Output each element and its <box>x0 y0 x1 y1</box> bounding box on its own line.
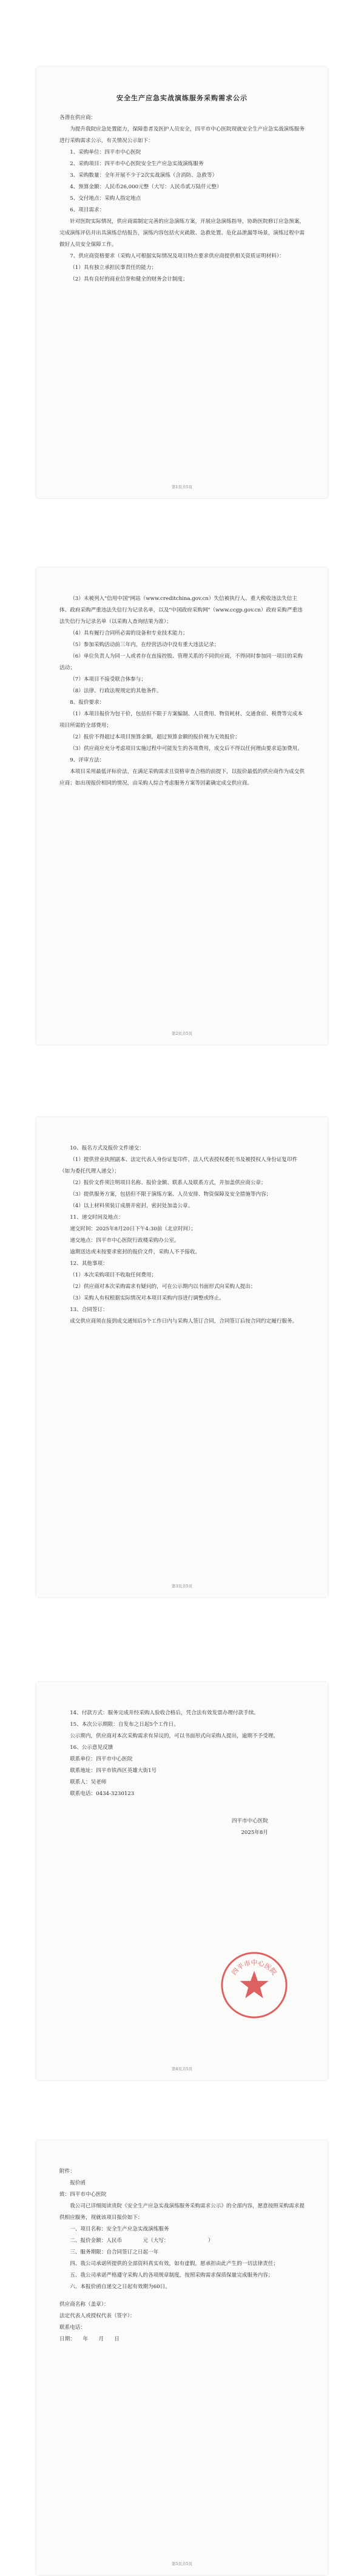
svg-text:四平市中心医院: 四平市中心医院 <box>230 1958 278 1977</box>
form-sign-line: 法定代表人或授权代表（签字）： <box>59 2313 135 2319</box>
document-page-1 <box>36 67 328 498</box>
paragraph: 联系电话：0434-3230123 <box>70 1791 135 1797</box>
paragraph: 16、公示意见反馈 <box>70 1745 113 1751</box>
paragraph: （1）提供营业执照副本、法定代表人身份证复印件，法人代表授权委托书及被授权人身份证复印件（如为委托代理人递交）； <box>59 1157 298 1174</box>
paragraph: 13、合同签订： <box>70 1307 108 1313</box>
paragraph: 六、本报价函自递交之日起有效期为60日。 <box>70 2284 170 2290</box>
page-footer: 第3页共5页 <box>171 1584 193 1589</box>
paragraph: 二、报价金额：人民币 元（大写： ） <box>70 2238 214 2244</box>
paragraph: 递交时间：2025年8月20日下午4:30前（北京时间）； <box>70 1226 197 1232</box>
paragraph: （1）本次采购项目不收取任何费用； <box>70 1272 157 1278</box>
paragraph: （2）供应商对本次采购需求有疑问的，可在公示期内以书面形式向采购人提出； <box>70 1284 256 1290</box>
paragraph: （3）提供服务方案，包括但不限于演练方案、人员安排、物资保障及安全措施等内容； <box>70 1191 272 1198</box>
paragraph: 联系地址：四平市铁西区英雄大街1号 <box>70 1768 157 1774</box>
paragraph: （3）采购人有权根据实际情况对本项目采购内容进行调整或终止。 <box>70 1295 224 1301</box>
signing-date: 2025年8月 <box>241 1830 268 1836</box>
paragraph: 本项目采用最低评标价法，在满足采购需求且资格审查合格的前提下，以报价最低的供应商作为成交供应商；如出现报价相同的情况，由采购人综合考虑服务方案等因素确定成交供应商。 <box>59 769 305 786</box>
paragraph: 5、交付地点：采购人指定地点 <box>70 196 141 202</box>
paragraph: 逾期送达或未按要求密封的报价文件，采购人不予接收。 <box>70 1249 201 1255</box>
paragraph: 4、预算金额：人民币26,000元整（大写：人民币贰万陆仟元整） <box>70 184 222 190</box>
page-3-content <box>59 1143 305 1327</box>
official-seal-stamp <box>218 1949 290 2021</box>
paragraph: （1）具有独立承担民事责任的能力； <box>70 265 157 271</box>
paragraph: 6、项目需求： <box>70 207 105 213</box>
signature-block <box>59 1816 305 1839</box>
document-page-4 <box>36 1682 328 2080</box>
document-title: 安全生产应急实战演练服务采购需求公示 <box>116 94 248 102</box>
paragraph: （5）参加采购活动前三年内，在经营活动中没有重大违法记录； <box>70 642 220 648</box>
paragraph: （2）具有良好的商业信誉和健全的财务会计制度； <box>70 276 188 282</box>
paragraph: 1、采购单位：四平市中心医院 <box>70 149 141 155</box>
paragraph: 为提升我院应急处置能力，保障患者及医护人员安全，四平市中心医院现就安全生产应急实战演练服务进行采购需求公示，有关情况公示如下： <box>59 126 305 144</box>
paragraph: 针对医院实际情况，供应商需制定完善的应急演练方案，开展应急演练指导，协助医院修订应急预案，完成演练评估并出具演练总结报告，演练内容包括火灾疏散、急救处置、危化品泄漏等场景，演练过程中需做好人员安全保障工作。 <box>59 219 305 248</box>
paragraph: （4）具有履行合同所必需的设备和专业技术能力； <box>70 630 188 636</box>
paragraph: 2、采购项目：四平市中心医院安全生产应急实战演练服务 <box>70 161 204 167</box>
paragraph: （7）本项目不接受联合体参与； <box>70 676 146 683</box>
paragraph: 联系人：吴老师 <box>70 1779 107 1785</box>
paragraph: 9、评审方法： <box>70 757 105 763</box>
paragraph: （4）以上材料须装订成册并密封，密封处加盖公章。 <box>70 1203 194 1209</box>
page-footer: 第4页共5页 <box>171 2067 193 2071</box>
paragraph: 公示期内，供应商对本次采购需求有异议的，可以书面形式向采购人提出，逾期不予受理。 <box>70 1733 278 1739</box>
page-1-content <box>59 92 305 285</box>
page-footer: 第2页共5页 <box>171 1031 193 1036</box>
paragraph: （3）供应商应充分考虑项目实施过程中可能发生的各项费用，成交后不得以任何理由要求追加费用。 <box>70 746 303 752</box>
paragraph: （1）本项目报价为包干价，包括但不限于方案编制、人员费用、物资耗材、交通食宿、税费等完成本项目所需的全部费用； <box>59 711 303 729</box>
paragraph: 我公司已详细阅读贵院《安全生产应急实战演练服务采购需求公示》的全部内容，愿意按照采购需求提供相应服务，现就该项目报价如下： <box>59 2203 305 2221</box>
attachment-heading: 附件： <box>59 2169 75 2175</box>
paragraph: （3）未被列入"信用中国"网站（www.creditchina.gov.cn）失信被执行人、重大税收违法失信主体、政府采购严重违法失信行为记录名单，以及"中国政府采购网"（www.ccgp.gov.cn）政府采购严重违法失信行为记录名单（以采购人查询结果为准）； <box>59 596 303 625</box>
paragraph: 12、其他事项： <box>70 1261 108 1267</box>
document-page-2 <box>36 568 328 1044</box>
paragraph: （6）单位负责人为同一人或者存在直接控股、管理关系的不同供应商，不得同时参加同一项目的采购活动； <box>59 653 303 671</box>
paragraph: 3、采购数量：全年开展不少于2次实战演练（含消防、急救等） <box>70 172 218 179</box>
form-sign-line: 供应商名称（盖章）： <box>59 2302 109 2308</box>
paragraph: 联系单位：四平市中心医院 <box>70 1756 133 1762</box>
page-4-content <box>59 1708 305 1839</box>
paragraph: （2）报价不得超过本项目预算金额，超过预算金额的报价视为无效报价； <box>70 734 240 740</box>
form-sign-line: 联系电话： <box>59 2325 86 2331</box>
page-footer: 第1页共5页 <box>171 485 193 489</box>
paragraph: 8、报价要求： <box>70 700 105 706</box>
paragraph: 五、我公司承诺严格遵守采购人的各项规章制度，按照采购需求保质保量完成服务内容； <box>70 2272 274 2278</box>
paragraph: 11、递交时间及地点： <box>70 1215 124 1221</box>
page-2-content <box>59 593 305 789</box>
page-5-content <box>59 2166 305 2345</box>
paragraph: 14、付款方式：服务完成并经采购人验收合格后，凭合法有效发票办理付款手续。 <box>70 1710 259 1716</box>
paragraph: 报价函 <box>70 2180 86 2186</box>
paragraph: 7、供应商资格要求（采购人可根据实际情况及项目特点要求供应商提供相关资质证明材料）： <box>70 253 285 259</box>
document-page-5 <box>36 2141 328 2575</box>
paragraph: 递交地点：四平市中心医院行政楼采购办公室。 <box>70 1238 180 1244</box>
signing-organization: 四平市中心医院 <box>231 1818 268 1824</box>
paragraph: 15、本次公示期限：自发布之日起5个工作日。 <box>70 1722 179 1728</box>
document-page-3 <box>36 1117 328 1597</box>
paragraph: 致：四平市中心医院 <box>59 2192 107 2198</box>
paragraph: 一、项目名称：安全生产应急实战演练服务 <box>70 2226 169 2232</box>
page-footer: 第5页共5页 <box>171 2561 193 2566</box>
paragraph: （8）法律、行政法规规定的其他条件。 <box>70 688 162 694</box>
paragraph: 四、我公司承诺所提供的全部资料真实有效，如有虚假，愿承担由此产生的一切法律责任； <box>70 2261 278 2267</box>
paragraph: 10、报名方式及报价文件递交： <box>70 1145 144 1151</box>
paragraph: （2）报价文件须注明项目名称、报价金额、联系人及联系方式，并加盖供应商公章； <box>70 1180 266 1186</box>
salutation: 各潜在供应商： <box>59 115 96 121</box>
paragraph: 成交供应商须在接到成交通知后5个工作日内与采购人签订合同，合同签订后按合同约定履行服务。 <box>70 1318 298 1324</box>
form-sign-line: 日期： 年 月 日 <box>59 2336 120 2342</box>
paragraph: 三、服务期限：自合同签订之日起一年 <box>70 2249 159 2255</box>
